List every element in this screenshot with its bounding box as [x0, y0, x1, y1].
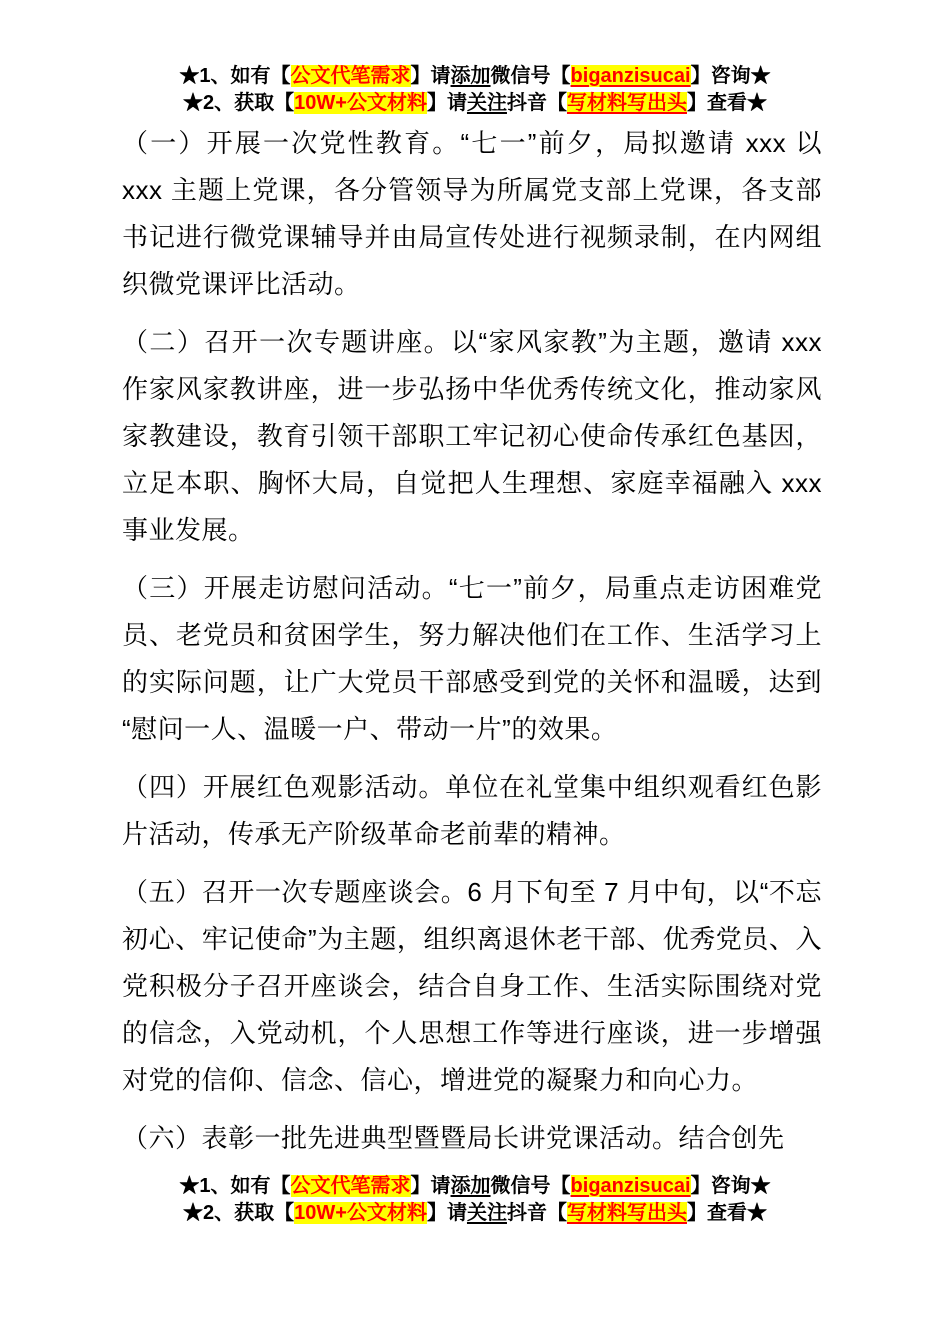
- highlighted-phrase: 10W+公文材料: [294, 1202, 427, 1224]
- banner-text: ★1、如有【: [179, 65, 291, 87]
- paragraph-1: （一）开展一次党性教育。“七一”前夕，局拟邀请 xxx 以 xxx 主题上党课，各分管领导为所属党支部上党课，各支部书记进行微党课辅导并由局宣传处进行视频录制，在内网组织微党课评比活动。: [122, 128, 822, 299]
- footer-banner: [0, 1173, 950, 1227]
- highlighted-phrase: 10W+公文材料: [294, 92, 427, 114]
- banner-text: 微信号【: [490, 1175, 571, 1197]
- wechat-id: biganzisucai: [570, 65, 691, 87]
- underlined-word: 添加: [450, 1175, 491, 1197]
- douyin-account-name: 写材料写出头: [566, 92, 687, 114]
- banner-text: 微信号【: [490, 65, 571, 87]
- header-banner: [0, 63, 950, 117]
- banner-text: ★2、获取【: [183, 92, 295, 114]
- banner-text: ★2、获取【: [183, 1202, 295, 1224]
- underlined-word: 关注: [466, 92, 507, 114]
- paragraph-5: （五）召开一次专题座谈会。6 月下旬至 7 月中旬，以“不忘初心、牢记使命”为主题，组织离退休老干部、优秀党员、入党积极分子召开座谈会，结合自身工作、生活实际围绕对党的信念，入党动机，个人思想工作等进行座谈，进一步增强对党的信仰、信念、信心，增进党的凝聚力和向心力。: [122, 877, 822, 1095]
- banner-text: 】咨询★: [690, 65, 771, 87]
- banner-text: 】咨询★: [690, 1175, 771, 1197]
- banner-text: 】请: [410, 65, 451, 87]
- banner-text: 】查看★: [686, 1202, 767, 1224]
- underlined-word: 添加: [450, 65, 491, 87]
- header-banner-line-1: [0, 63, 950, 90]
- banner-text: 】请: [426, 1202, 467, 1224]
- underlined-word: 关注: [466, 1202, 507, 1224]
- highlighted-phrase: 公文代笔需求: [290, 65, 411, 87]
- highlighted-phrase: 公文代笔需求: [290, 1175, 411, 1197]
- paragraph-3: （三）开展走访慰问活动。“七一”前夕，局重点走访困难党员、老党员和贫困学生，努力解决他们在工作、生活学习上的实际问题，让广大党员干部感受到党的关怀和温暖，达到“慰问一人、温暖一户、带动一片”的效果。: [122, 573, 822, 744]
- banner-text: 抖音【: [506, 92, 567, 114]
- header-banner-line-2: [0, 90, 950, 117]
- banner-text: 抖音【: [506, 1202, 567, 1224]
- footer-banner-line-2: [0, 1200, 950, 1227]
- paragraph-4: （四）开展红色观影活动。单位在礼堂集中组织观看红色影片活动，传承无产阶级革命老前辈的精神。: [122, 772, 822, 849]
- banner-text: 】查看★: [686, 92, 767, 114]
- footer-banner-line-1: [0, 1173, 950, 1200]
- wechat-id: biganzisucai: [570, 1175, 691, 1197]
- paragraph-2: （二）召开一次专题讲座。以“家风家教”为主题，邀请 xxx 作家风家教讲座，进一步弘扬中华优秀传统文化，推动家风家教建设，教育引领干部职工牢记初心使命传承红色基因，立足本职、胸怀大局，自觉把人生理想、家庭幸福融入 xxx 事业发展。: [122, 327, 822, 545]
- document-body: [0, 120, 950, 1162]
- paragraph-6: （六）表彰一批先进典型暨暨局长讲党课活动。结合创先: [122, 1123, 785, 1153]
- banner-text: 】请: [410, 1175, 451, 1197]
- douyin-account-name: 写材料写出头: [566, 1202, 687, 1224]
- banner-text: 】请: [426, 92, 467, 114]
- banner-text: ★1、如有【: [179, 1175, 291, 1197]
